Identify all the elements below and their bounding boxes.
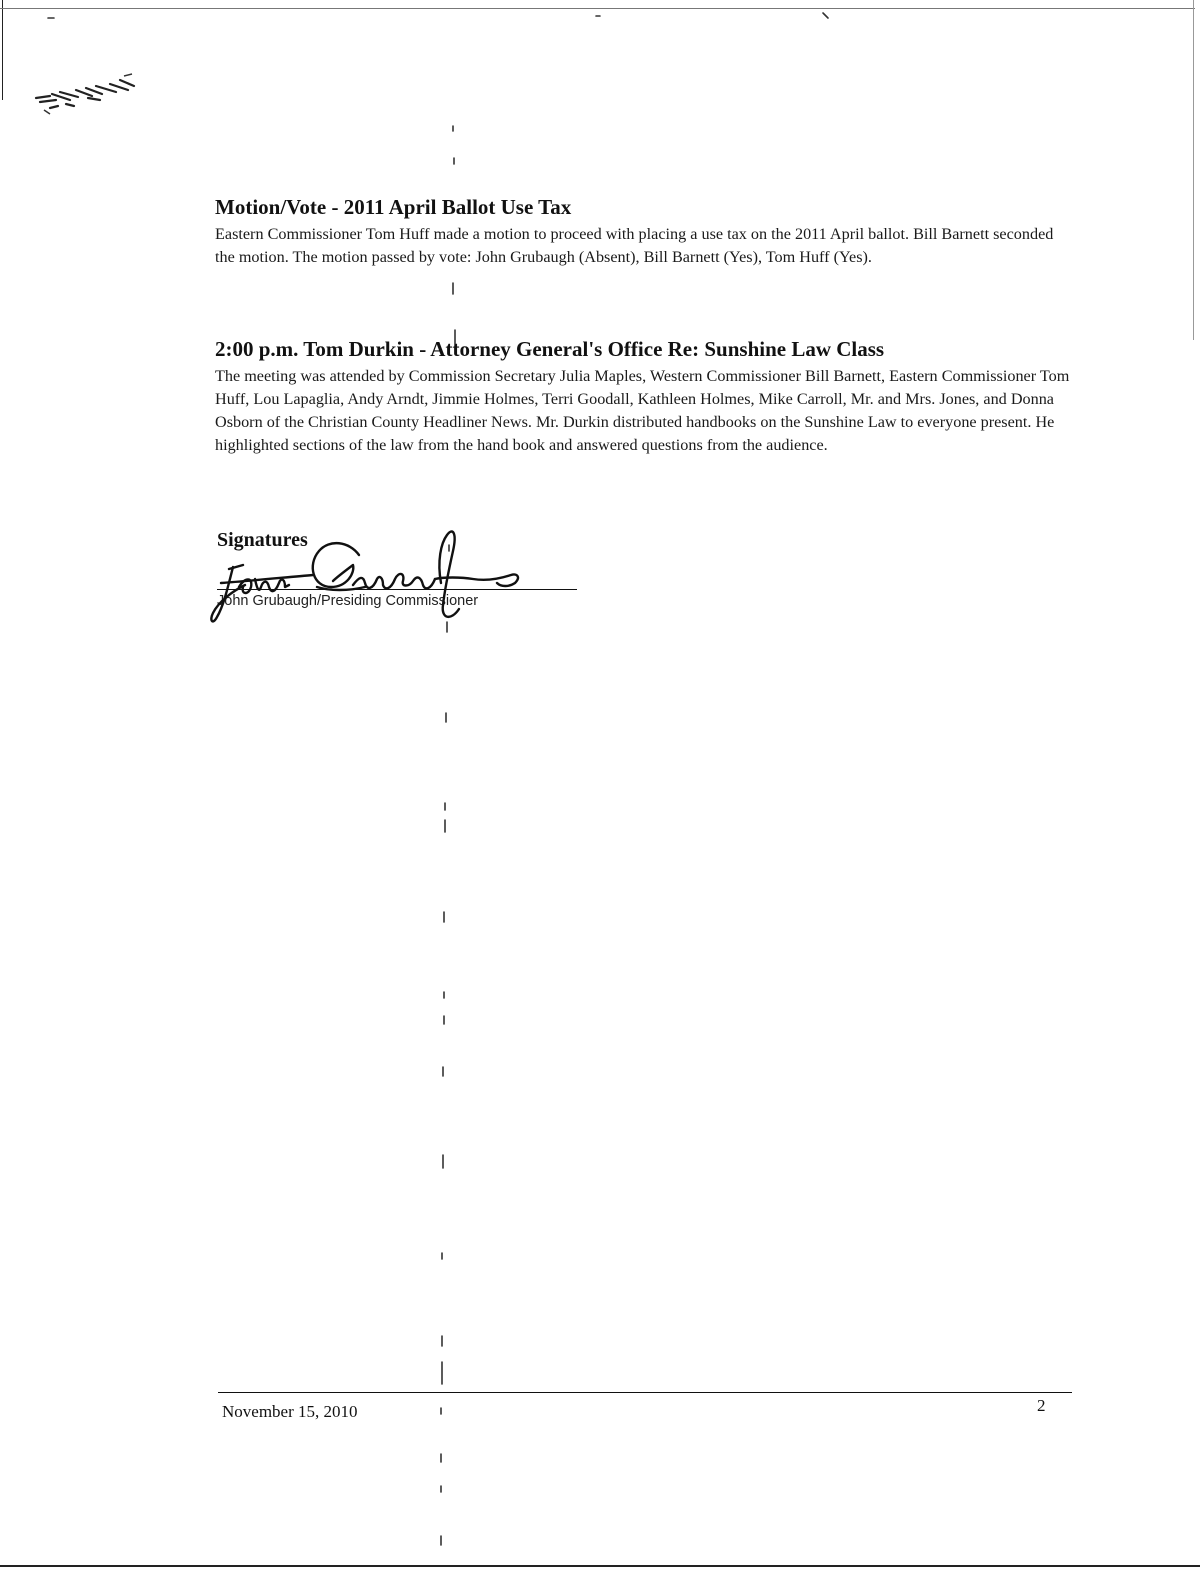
signature-caption: John Grubaugh/Presiding Commissioner	[217, 593, 479, 609]
section-body: Eastern Commissioner Tom Huff made a motion to proceed with placing a use tax on the 2011 April ballot. Bill Barnett seconded the motion. The motion passed by vote: John Grubaugh (Absent), Bill Barnett (Yes), Tom Huff (Yes).	[215, 225, 1054, 266]
handwritten-signature	[209, 521, 539, 631]
signatures-block	[217, 527, 597, 637]
section-heading: 2:00 p.m. Tom Durkin - Attorney General's Office Re: Sunshine Law Class	[215, 337, 885, 361]
footer-rule	[218, 1392, 1072, 1393]
motion-vote-section	[215, 194, 1075, 269]
sunshine-law-section	[215, 336, 1075, 457]
section-body: The meeting was attended by Commission Secretary Julia Maples, Western Commissioner Bill Barnett, Eastern Commissioner Tom Huff, Lou Lapaglia, Andy Arndt, Jimmie Holmes, Terri Goodall, Kathleen Holmes, Mike Carroll, Mr. and Mrs. Jones, and Donna Osborn of the Christian County Headliner News. Mr. Durkin distributed handbooks on the Sunshine Law to everyone present. He highlighted sections of the law from the hand book and answered questions from the audience.	[215, 367, 1070, 454]
signatures-heading: Signatures	[217, 529, 308, 551]
page-number: 2	[1037, 1396, 1046, 1415]
section-heading: Motion/Vote - 2011 April Ballot Use Tax	[215, 195, 572, 219]
footer-date: November 15, 2010	[222, 1402, 358, 1421]
